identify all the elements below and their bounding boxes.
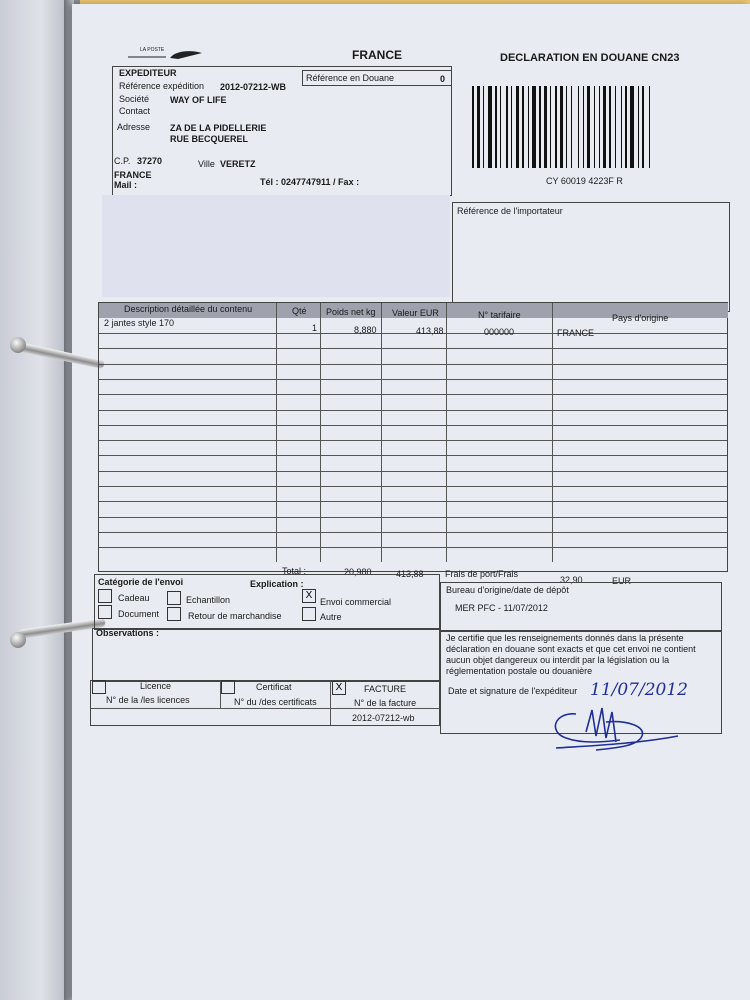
customs-ref-value: 0 [440, 74, 446, 84]
importer-ref-label: Référence de l'importateur [457, 206, 563, 216]
customs-ref-label: Référence en Douane [306, 73, 395, 83]
certification-line-1: Je certifie que les renseignements donnés dans la présente [446, 633, 684, 643]
gift-checkbox[interactable] [98, 589, 112, 603]
total-weight: 20,980 [344, 567, 372, 577]
address-label: Adresse [117, 122, 151, 132]
barcode-bar [603, 86, 606, 168]
barcode-bar [599, 86, 600, 168]
barcode-bar [638, 86, 639, 168]
table-row-line [99, 547, 727, 548]
barcode-number: CY 60019 4223F R [546, 176, 623, 186]
barcode-bar [488, 86, 492, 168]
certification-line-2: déclaration en douane sont exacts et que cet envoi ne contient [446, 644, 696, 654]
col-origin: Pays d'origine [612, 313, 669, 323]
total-value: 413,88 [396, 569, 424, 579]
table-row-line [99, 379, 727, 380]
table-row-line [99, 486, 727, 487]
table-row-line [99, 410, 727, 411]
barcode-bar [511, 86, 512, 168]
certificate-label: Certificat [256, 682, 292, 692]
returned-checkbox[interactable] [167, 607, 181, 621]
documents-divider-2 [330, 681, 331, 725]
returned-label: Retour de marchandise [188, 611, 282, 621]
invoice-checkbox[interactable]: X [332, 681, 346, 695]
document-label: Document [118, 609, 160, 619]
la-poste-bird-icon [126, 49, 206, 61]
barcode-bar [528, 86, 529, 168]
certification-line-4: réglementation postale ou douanière [446, 666, 593, 676]
binder-ring-top-end [10, 337, 26, 353]
certification-line-3: aucun objet dangereux ou interdit par la législation ou la [446, 655, 670, 665]
barcode-bar [621, 86, 622, 168]
other-label: Autre [320, 612, 342, 622]
barcode-bar [555, 86, 557, 168]
city-value: VERETZ [220, 159, 256, 169]
handwritten-date: 11/07/2012 [590, 680, 688, 700]
table-row-line [99, 333, 727, 334]
barcode-bar [615, 86, 616, 168]
barcode-bar [649, 86, 650, 168]
shipping-value: 32,90 [560, 575, 583, 585]
sender-title: EXPEDITEUR [119, 68, 177, 78]
sample-checkbox[interactable] [167, 591, 181, 605]
observations-label: Observations : [96, 628, 160, 638]
barcode-bar [516, 86, 519, 168]
item-value: 413,88 [416, 326, 444, 336]
sender-ref-label: Référence expédition [119, 81, 205, 91]
origin-office-label: Bureau d'origine/date de dépôt [446, 585, 569, 595]
table-row-line [99, 471, 727, 472]
origin-office-value: MER PFC - 11/07/2012 [455, 603, 548, 613]
barcode-bar [477, 86, 480, 168]
barcode-bar [506, 86, 508, 168]
company-label: Société [119, 94, 150, 104]
invoice-no-value: 2012-07212-wb [352, 713, 415, 723]
table-row-line [99, 348, 727, 349]
item-tariff: 000000 [484, 327, 515, 337]
handwritten-signature [546, 702, 686, 758]
certificate-checkbox[interactable] [221, 680, 235, 694]
form-title: DECLARATION EN DOUANE CN23 [500, 52, 680, 64]
certificate-no-label: N° du /des certificats [234, 697, 317, 707]
gift-label: Cadeau [118, 593, 150, 603]
col-description: Description détaillée du contenu [124, 304, 253, 314]
table-col-line [320, 303, 321, 562]
table-row-line [99, 394, 727, 395]
importer-box [452, 202, 730, 312]
barcode-bar [483, 86, 484, 168]
phone-fax: Tél : 0247747911 / Fax : [260, 177, 360, 187]
barcode-bar [609, 86, 611, 168]
total-label: Total : [282, 566, 307, 576]
barcode-bar [587, 86, 590, 168]
invoice-label: FACTURE [364, 684, 407, 694]
binder-cover [0, 0, 68, 1000]
table-row-line [99, 364, 727, 365]
licence-no-label: N° de la /les licences [106, 695, 190, 705]
postcode-label: C.P. [114, 156, 131, 166]
licence-label: Licence [140, 681, 172, 691]
col-weight: Poids net kg [326, 307, 376, 317]
document-checkbox[interactable] [98, 605, 112, 619]
table-col-line [552, 303, 553, 562]
barcode-bar [539, 86, 541, 168]
barcode-bar [495, 86, 497, 168]
address-line2: RUE BECQUEREL [170, 134, 249, 144]
la-poste-logo [126, 48, 206, 60]
redacted-recipient-area [102, 195, 450, 297]
table-row-line [99, 440, 727, 441]
item-origin: FRANCE [557, 328, 595, 338]
barcode-bar [625, 86, 627, 168]
sender-country: FRANCE [114, 170, 152, 180]
barcode-bar [472, 86, 474, 168]
shipping-currency: EUR [612, 576, 632, 586]
binder-ring-bottom-end [10, 632, 26, 648]
item-description: 2 jantes style 170 [104, 318, 175, 328]
country-title: FRANCE [352, 48, 402, 62]
barcode-bar [544, 86, 547, 168]
category-title: Catégorie de l'envoi [98, 577, 184, 587]
barcode-bar [571, 86, 572, 168]
sample-label: Echantillon [186, 595, 231, 605]
barcode-bar [583, 86, 584, 168]
sender-ref-value: 2012-07212-WB [220, 82, 287, 92]
barcode-bar [630, 86, 634, 168]
commercial-label: Envoi commercial [320, 597, 392, 607]
licence-checkbox[interactable] [92, 680, 106, 694]
date-signature-label: Date et signature de l'expéditeur [448, 686, 578, 696]
barcode [472, 86, 708, 168]
table-row-line [99, 455, 727, 456]
table-row-line [99, 517, 727, 518]
table-col-line [276, 303, 277, 562]
barcode-bar [522, 86, 524, 168]
city-label: Ville [198, 159, 215, 169]
table-row-line [99, 532, 727, 533]
barcode-bar [566, 86, 567, 168]
barcode-bar [594, 86, 595, 168]
mail-label: Mail : [114, 180, 138, 190]
contact-label: Contact [119, 106, 151, 116]
item-weight: 8,880 [354, 325, 377, 335]
table-col-line [446, 303, 447, 562]
barcode-bar [642, 86, 644, 168]
barcode-bar [532, 86, 536, 168]
item-qty: 1 [312, 323, 318, 333]
table-col-line [381, 303, 382, 562]
postcode-value: 37270 [137, 156, 163, 166]
barcode-bar [550, 86, 551, 168]
table-row-line [99, 425, 727, 426]
barcode-bar [500, 86, 501, 168]
commercial-checkbox[interactable]: X [302, 589, 316, 603]
logo-text: LA POSTE [140, 47, 165, 53]
address-line1: ZA DE LA PIDELLERIE [170, 123, 267, 133]
col-value: Valeur EUR [392, 308, 439, 318]
company-value: WAY OF LIFE [170, 95, 227, 105]
explanation-label: Explication : [250, 579, 304, 589]
barcode-bar [560, 86, 563, 168]
col-qty: Qté [292, 306, 307, 316]
documents-row-line [91, 708, 439, 709]
barcode-bar [578, 86, 579, 168]
other-checkbox[interactable] [302, 607, 316, 621]
col-tariff: N° tarifaire [478, 310, 521, 320]
table-row-line [99, 501, 727, 502]
invoice-no-label: N° de la facture [354, 698, 417, 708]
shipping-label: Frais de port/Frais [445, 569, 519, 579]
